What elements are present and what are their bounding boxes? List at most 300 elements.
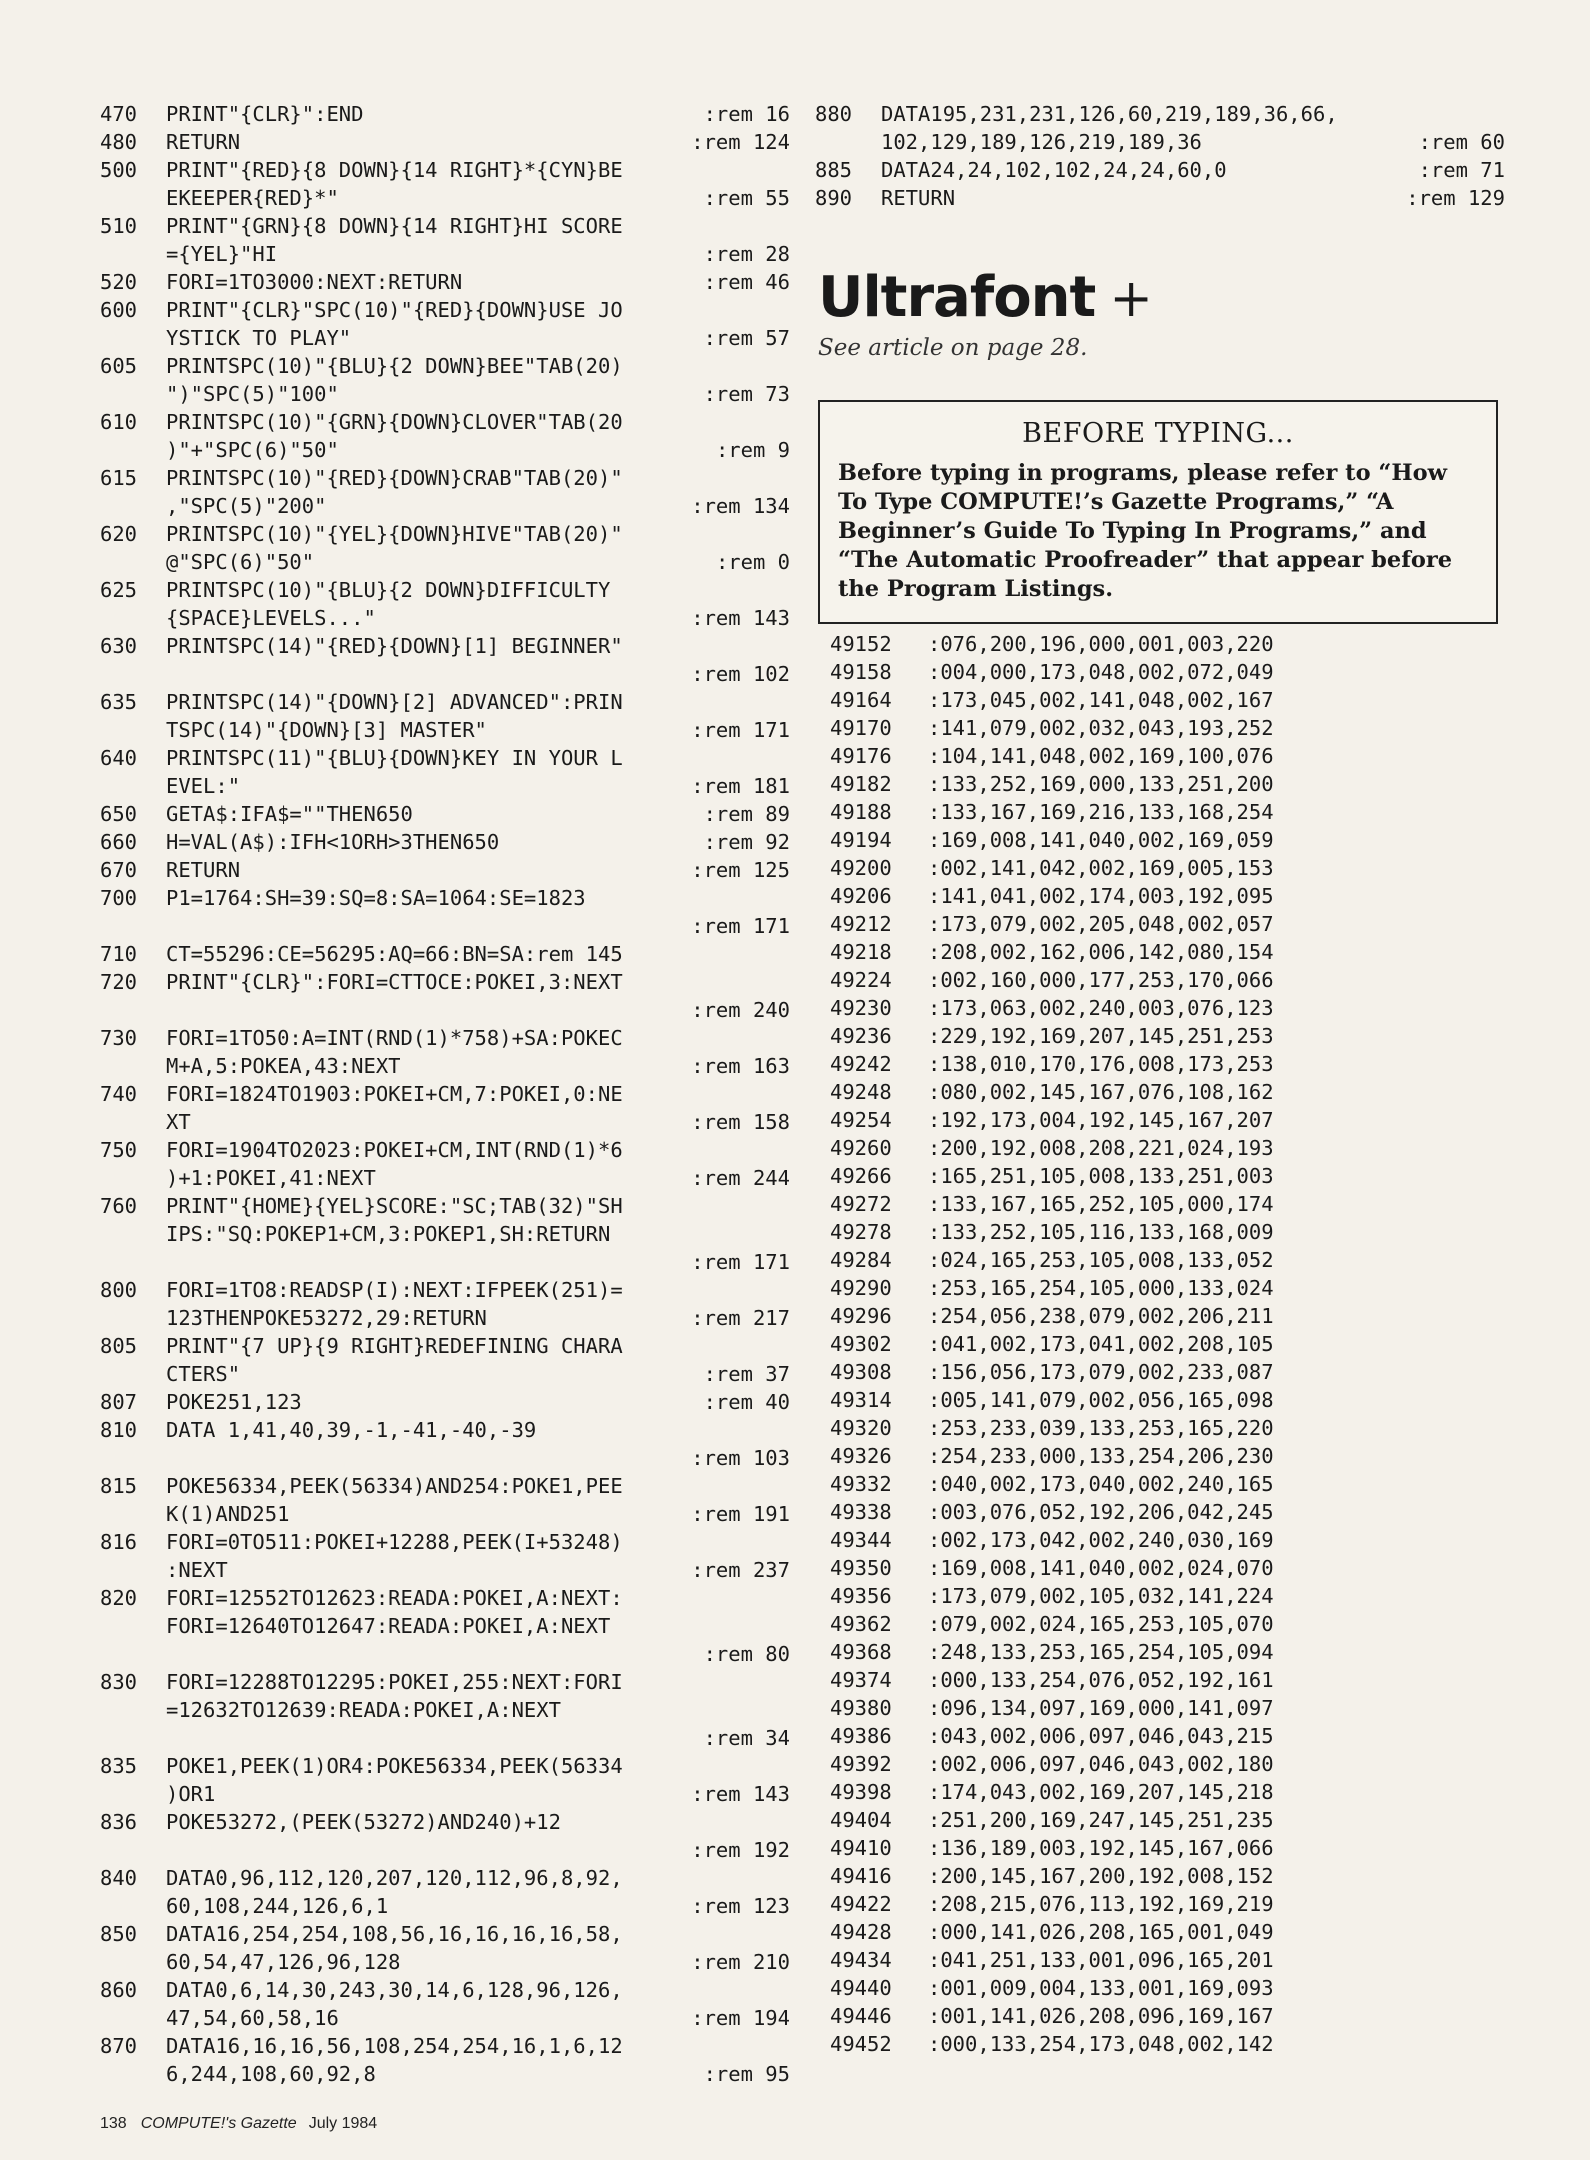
code-text: FORI=1824TO1903:POKEI+CM,7:POKEI,0:NE (166, 1082, 623, 1106)
line-number: 480 (100, 130, 138, 154)
data-bytes: :141,079,002,032,043,193,252 (928, 716, 1274, 740)
code-text: PRINTSPC(10)"{GRN}{DOWN}CLOVER"TAB(20 (166, 410, 623, 434)
program-line (100, 800, 790, 828)
line-code (166, 352, 790, 408)
data-line (830, 1582, 1530, 1610)
program-line (100, 268, 790, 296)
code-text: FORI=12288TO12295:POKEI,255:NEXT:FORI (166, 1670, 623, 1694)
data-bytes: :041,002,173,041,002,208,105 (928, 1332, 1274, 1356)
data-bytes: :043,002,006,097,046,043,215 (928, 1724, 1274, 1748)
program-line (100, 688, 790, 744)
data-line (830, 742, 1530, 770)
data-line (830, 630, 1530, 658)
data-line (830, 1694, 1530, 1722)
line-number: 635 (100, 690, 138, 714)
code-text: DATA24,24,102,102,24,24,60,0 (881, 158, 1227, 182)
line-code (166, 100, 790, 128)
line-code (166, 744, 790, 800)
program-line (100, 1472, 790, 1528)
program-line (100, 1920, 790, 1976)
checksum-rem: :rem 80 (703, 1642, 790, 1666)
data-line (830, 1414, 1530, 1442)
data-line (830, 938, 1530, 966)
line-code (166, 576, 790, 632)
line-code (166, 1584, 790, 1668)
checksum-rem: :rem 95 (703, 2062, 790, 2086)
program-line (100, 1192, 790, 1276)
program-line (100, 100, 790, 128)
checksum-rem: :rem 210 (691, 1950, 790, 1974)
memory-address: 49386 (830, 1724, 892, 1748)
code-text (166, 1640, 790, 1668)
code-text: PRINT"{RED}{8 DOWN}{14 RIGHT}*{CYN}BE (166, 158, 623, 182)
data-bytes: :004,000,173,048,002,072,049 (928, 660, 1274, 684)
line-code (166, 464, 790, 520)
line-code (166, 268, 790, 296)
code-text: {SPACE}LEVELS..." (166, 606, 376, 630)
checksum-rem: :rem 40 (703, 1390, 790, 1414)
data-line (830, 1470, 1530, 1498)
data-bytes: :133,167,169,216,133,168,254 (928, 800, 1274, 824)
memory-address: 49278 (830, 1220, 892, 1244)
memory-address: 49152 (830, 632, 892, 656)
data-bytes: :005,141,079,002,056,165,098 (928, 1388, 1274, 1412)
line-number: 805 (100, 1334, 138, 1358)
program-line (100, 968, 790, 1024)
data-bytes: :003,076,052,192,206,042,245 (928, 1500, 1274, 1524)
code-text: EVEL:" (166, 774, 241, 798)
data-line (830, 1134, 1530, 1162)
code-text: PRINT"{GRN}{8 DOWN}{14 RIGHT}HI SCORE (166, 214, 623, 238)
code-text: DATA195,231,231,126,60,219,189,36,66, (881, 102, 1338, 126)
line-code (166, 1976, 790, 2032)
data-line (830, 1526, 1530, 1554)
line-code (166, 128, 790, 156)
line-number: 610 (100, 410, 138, 434)
data-bytes: :169,008,141,040,002,024,070 (928, 1556, 1274, 1580)
memory-address: 49212 (830, 912, 892, 936)
line-code (166, 1752, 790, 1808)
code-text: 102,129,189,126,219,189,36 (881, 130, 1202, 154)
code-text (166, 1724, 790, 1752)
line-number: 625 (100, 578, 138, 602)
data-bytes: :156,056,173,079,002,233,087 (928, 1360, 1274, 1384)
data-bytes: :254,233,000,133,254,206,230 (928, 1444, 1274, 1468)
code-text: POKE56334,PEEK(56334)AND254:POKE1,PEE (166, 1474, 623, 1498)
line-code (166, 1920, 790, 1976)
checksum-rem: :rem 16 (703, 102, 790, 126)
program-line (100, 520, 790, 576)
data-bytes: :208,002,162,006,142,080,154 (928, 940, 1274, 964)
code-text: M+A,5:POKEA,43:NEXT (166, 1054, 401, 1078)
checksum-rem: :rem 28 (703, 242, 790, 266)
data-bytes: :002,006,097,046,043,002,180 (928, 1752, 1274, 1776)
memory-address: 49440 (830, 1976, 892, 2000)
checksum-rem: :rem 163 (691, 1054, 790, 1078)
data-bytes: :174,043,002,169,207,145,218 (928, 1780, 1274, 1804)
code-text: PRINT"{CLR}":END (166, 102, 364, 126)
code-text: POKE1,PEEK(1)OR4:POKE56334,PEEK(56334 (166, 1754, 623, 1778)
code-text: DATA 1,41,40,39,-1,-41,-40,-39 (166, 1418, 537, 1442)
line-code (166, 884, 790, 940)
data-line (830, 714, 1530, 742)
data-line (830, 1442, 1530, 1470)
line-number: 816 (100, 1530, 138, 1554)
memory-address: 49194 (830, 828, 892, 852)
memory-address: 49170 (830, 716, 892, 740)
program-line (100, 1332, 790, 1388)
data-line (830, 686, 1530, 714)
line-code (166, 1388, 790, 1416)
line-code (166, 828, 790, 856)
code-text: DATA0,6,14,30,243,30,14,6,128,96,126, (166, 1978, 623, 2002)
line-number: 760 (100, 1194, 138, 1218)
line-code (166, 408, 790, 464)
line-code (166, 800, 790, 828)
magazine-name: COMPUTE!'s Gazette (140, 2115, 297, 2132)
line-number: 470 (100, 102, 138, 126)
memory-address: 49344 (830, 1528, 892, 1552)
line-code (166, 1472, 790, 1528)
checksum-rem: :rem 194 (691, 2006, 790, 2030)
data-line (830, 1246, 1530, 1274)
code-text: )+1:POKEI,41:NEXT (166, 1166, 376, 1190)
memory-address: 49206 (830, 884, 892, 908)
code-text: RETURN (881, 186, 956, 210)
memory-address: 49266 (830, 1164, 892, 1188)
memory-address: 49332 (830, 1472, 892, 1496)
checksum-rem: :rem 89 (703, 802, 790, 826)
program-line (100, 1668, 790, 1752)
code-text: XT (166, 1110, 191, 1134)
checksum-rem: :rem 171 (691, 1250, 790, 1274)
data-line (830, 1638, 1530, 1666)
program-line (815, 156, 1505, 184)
code-text: EKEEPER{RED}*" (166, 186, 339, 210)
checksum-rem: :rem 9 (715, 438, 790, 462)
line-number: 650 (100, 802, 138, 826)
code-text: CT=55296:CE=56295:AQ=66:BN=SA:rem 145 (166, 942, 623, 966)
data-line (830, 1946, 1530, 1974)
memory-address: 49350 (830, 1556, 892, 1580)
checksum-rem: :rem 60 (1418, 130, 1505, 154)
program-line (100, 1276, 790, 1332)
program-line (100, 1080, 790, 1136)
checksum-rem: :rem 125 (691, 858, 790, 882)
data-line (830, 1974, 1530, 2002)
program-line (100, 828, 790, 856)
memory-address: 49296 (830, 1304, 892, 1328)
line-code (166, 156, 790, 212)
code-text: FORI=0TO511:POKEI+12288,PEEK(I+53248) (166, 1530, 623, 1554)
data-bytes: :080,002,145,167,076,108,162 (928, 1080, 1274, 1104)
basic-listing-right (815, 100, 1505, 212)
line-number: 520 (100, 270, 138, 294)
memory-address: 49380 (830, 1696, 892, 1720)
data-line (830, 1274, 1530, 1302)
data-bytes: :173,079,002,105,032,141,224 (928, 1584, 1274, 1608)
data-line (830, 1750, 1530, 1778)
data-bytes: :253,165,254,105,000,133,024 (928, 1276, 1274, 1300)
program-line (100, 1388, 790, 1416)
data-bytes: :002,173,042,002,240,030,169 (928, 1528, 1274, 1552)
line-number: 640 (100, 746, 138, 770)
article-title: Ultrafont + (818, 265, 1152, 330)
line-code (166, 632, 790, 688)
before-typing-box (818, 400, 1498, 624)
memory-address: 49422 (830, 1892, 892, 1916)
checksum-rem: :rem 55 (703, 186, 790, 210)
line-code (166, 2032, 790, 2088)
data-line (830, 2030, 1530, 2058)
data-bytes: :192,173,004,192,145,167,207 (928, 1108, 1274, 1132)
program-line (100, 1976, 790, 2032)
program-line (100, 464, 790, 520)
data-line (830, 1162, 1530, 1190)
line-code (166, 1136, 790, 1192)
line-number: 810 (100, 1418, 138, 1442)
data-bytes: :104,141,048,002,169,100,076 (928, 744, 1274, 768)
line-number: 850 (100, 1922, 138, 1946)
program-line (815, 100, 1505, 156)
line-code (881, 156, 1505, 184)
checksum-rem: :rem 171 (691, 914, 790, 938)
line-code (166, 1416, 790, 1472)
memory-address: 49260 (830, 1136, 892, 1160)
data-line (830, 1358, 1530, 1386)
line-number: 820 (100, 1586, 138, 1610)
code-text: PRINT"{HOME}{YEL}SCORE:"SC;TAB(32)"SH (166, 1194, 623, 1218)
checksum-rem: :rem 244 (691, 1166, 790, 1190)
checksum-rem: :rem 34 (703, 1726, 790, 1750)
code-text: K(1)AND251 (166, 1502, 290, 1526)
code-text: PRINTSPC(14)"{RED}{DOWN}[1] BEGINNER" (166, 634, 623, 658)
code-text: PRINT"{CLR}":FORI=CTTOCE:POKEI,3:NEXT (166, 970, 623, 994)
line-code (881, 100, 1505, 156)
line-code (166, 1192, 790, 1276)
data-line (830, 1498, 1530, 1526)
line-number: 860 (100, 1978, 138, 2002)
data-bytes: :002,141,042,002,169,005,153 (928, 856, 1274, 880)
line-number: 836 (100, 1810, 138, 1834)
memory-address: 49338 (830, 1500, 892, 1524)
memory-address: 49356 (830, 1584, 892, 1608)
line-code (166, 1668, 790, 1752)
code-text: @"SPC(6)"50" (166, 550, 315, 574)
data-bytes: :138,010,170,176,008,173,253 (928, 1052, 1274, 1076)
memory-address: 49218 (830, 940, 892, 964)
code-text: PRINTSPC(10)"{BLU}{2 DOWN}DIFFICULTY (166, 578, 611, 602)
data-line (830, 854, 1530, 882)
data-line (830, 1778, 1530, 1806)
code-text: DATA0,96,112,120,207,120,112,96,8,92, (166, 1866, 623, 1890)
checksum-rem: :rem 73 (703, 382, 790, 406)
checksum-rem: :rem 237 (691, 1558, 790, 1582)
data-bytes: :136,189,003,192,145,167,066 (928, 1836, 1274, 1860)
data-line (830, 1722, 1530, 1750)
memory-address: 49272 (830, 1192, 892, 1216)
line-number: 840 (100, 1866, 138, 1890)
program-line (100, 128, 790, 156)
memory-address: 49284 (830, 1248, 892, 1272)
data-bytes: :040,002,173,040,002,240,165 (928, 1472, 1274, 1496)
program-line (100, 1136, 790, 1192)
checksum-rem: :rem 143 (691, 1782, 790, 1806)
code-text: 47,54,60,58,16 (166, 2006, 339, 2030)
memory-address: 49248 (830, 1080, 892, 1104)
memory-address: 49416 (830, 1864, 892, 1888)
data-line (830, 1806, 1530, 1834)
code-text: ")"SPC(5)"100" (166, 382, 339, 406)
line-code (166, 1080, 790, 1136)
code-text: FORI=1TO3000:NEXT:RETURN (166, 270, 463, 294)
data-line (830, 1218, 1530, 1246)
before-typing-heading: BEFORE TYPING... (1022, 418, 1294, 449)
memory-address: 49434 (830, 1948, 892, 1972)
line-number: 890 (815, 186, 853, 210)
data-bytes: :229,192,169,207,145,251,253 (928, 1024, 1274, 1048)
data-bytes: :096,134,097,169,000,141,097 (928, 1696, 1274, 1720)
code-text: PRINTSPC(10)"{BLU}{2 DOWN}BEE"TAB(20) (166, 354, 623, 378)
code-text: 60,54,47,126,96,128 (166, 1950, 401, 1974)
before-typing-text: Before typing in programs, please refer to “How To Type COMPUTE!’s Gazette Programs,” “A Beginner’s Guide To Typing In Programs,” and “The Automatic Proofreader” that appear before the Program Listings. (838, 460, 1453, 602)
code-text: FORI=1904TO2023:POKEI+CM,INT(RND(1)*6 (166, 1138, 623, 1162)
line-number: 815 (100, 1474, 138, 1498)
data-line (830, 882, 1530, 910)
program-line (100, 856, 790, 884)
data-bytes: :000,141,026,208,165,001,049 (928, 1920, 1274, 1944)
data-line (830, 798, 1530, 826)
checksum-rem: :rem 71 (1418, 158, 1505, 182)
data-bytes: :208,215,076,113,192,169,219 (928, 1892, 1274, 1916)
memory-address: 49374 (830, 1668, 892, 1692)
data-bytes: :173,063,002,240,003,076,123 (928, 996, 1274, 1020)
code-text: DATA16,254,254,108,56,16,16,16,16,58, (166, 1922, 623, 1946)
data-bytes: :000,133,254,076,052,192,161 (928, 1668, 1274, 1692)
line-number: 630 (100, 634, 138, 658)
memory-address: 49314 (830, 1388, 892, 1412)
line-number: 807 (100, 1390, 138, 1414)
line-code (166, 1276, 790, 1332)
data-line (830, 994, 1530, 1022)
data-line (830, 1330, 1530, 1358)
memory-address: 49452 (830, 2032, 892, 2056)
memory-address: 49230 (830, 996, 892, 1020)
program-line (100, 884, 790, 940)
code-text: ={YEL}"HI (166, 242, 278, 266)
code-text: PRINT"{7 UP}{9 RIGHT}REDEFINING CHARA (166, 1334, 623, 1358)
data-bytes: :169,008,141,040,002,169,059 (928, 828, 1274, 852)
line-number: 660 (100, 830, 138, 854)
machine-language-listing (830, 630, 1530, 2058)
data-line (830, 1386, 1530, 1414)
data-line (830, 1834, 1530, 1862)
program-line (100, 1752, 790, 1808)
checksum-rem: :rem 134 (691, 494, 790, 518)
checksum-rem: :rem 92 (703, 830, 790, 854)
line-number: 600 (100, 298, 138, 322)
memory-address: 49254 (830, 1108, 892, 1132)
data-bytes: :254,056,238,079,002,206,211 (928, 1304, 1274, 1328)
memory-address: 49302 (830, 1332, 892, 1356)
checksum-rem: :rem 46 (703, 270, 790, 294)
issue-date: July 1984 (308, 2115, 378, 2132)
memory-address: 49446 (830, 2004, 892, 2028)
code-text: )"+"SPC(6)"50" (166, 438, 339, 462)
code-text: 123THENPOKE53272,29:RETURN (166, 1306, 487, 1330)
line-code (166, 1332, 790, 1388)
data-bytes: :248,133,253,165,254,105,094 (928, 1640, 1274, 1664)
memory-address: 49158 (830, 660, 892, 684)
memory-address: 49176 (830, 744, 892, 768)
data-line (830, 770, 1530, 798)
data-bytes: :002,160,000,177,253,170,066 (928, 968, 1274, 992)
line-number: 500 (100, 158, 138, 182)
data-bytes: :001,141,026,208,096,169,167 (928, 2004, 1274, 2028)
code-text: FORI=1TO50:A=INT(RND(1)*758)+SA:POKEC (166, 1026, 623, 1050)
line-number: 730 (100, 1026, 138, 1050)
code-text: H=VAL(A$):IFH<1ORH>3THEN650 (166, 830, 500, 854)
code-text: IPS:"SQ:POKEP1+CM,3:POKEP1,SH:RETURN (166, 1222, 611, 1246)
line-number: 510 (100, 214, 138, 238)
program-line (815, 184, 1505, 212)
line-number: 710 (100, 942, 138, 966)
memory-address: 49236 (830, 1024, 892, 1048)
data-line (830, 1610, 1530, 1638)
code-text: P1=1764:SH=39:SQ=8:SA=1064:SE=1823 (166, 886, 586, 910)
memory-address: 49164 (830, 688, 892, 712)
data-line (830, 1190, 1530, 1218)
code-text: 6,244,108,60,92,8 (166, 2062, 376, 2086)
memory-address: 49320 (830, 1416, 892, 1440)
line-number: 615 (100, 466, 138, 490)
line-number: 620 (100, 522, 138, 546)
data-line (830, 1890, 1530, 1918)
program-line (100, 352, 790, 408)
program-line (100, 940, 790, 968)
checksum-rem: :rem 192 (691, 1838, 790, 1862)
line-code (166, 1024, 790, 1080)
data-bytes: :200,145,167,200,192,008,152 (928, 1864, 1274, 1888)
line-number: 835 (100, 1754, 138, 1778)
data-bytes: :001,009,004,133,001,169,093 (928, 1976, 1274, 2000)
line-number: 740 (100, 1082, 138, 1106)
code-text: FORI=12640TO12647:READA:POKEI,A:NEXT (166, 1614, 611, 1638)
checksum-rem: :rem 158 (691, 1110, 790, 1134)
checksum-rem: :rem 143 (691, 606, 790, 630)
checksum-rem: :rem 123 (691, 1894, 790, 1918)
memory-address: 49368 (830, 1640, 892, 1664)
checksum-rem: :rem 129 (1406, 186, 1505, 210)
program-line (100, 1808, 790, 1864)
line-number: 700 (100, 886, 138, 910)
page-number: 138 (100, 2115, 127, 2132)
program-line (100, 576, 790, 632)
data-bytes: :165,251,105,008,133,251,003 (928, 1164, 1274, 1188)
line-number: 720 (100, 970, 138, 994)
data-line (830, 1050, 1530, 1078)
program-line (100, 1864, 790, 1920)
code-text: POKE251,123 (166, 1390, 302, 1414)
line-number: 880 (815, 102, 853, 126)
memory-address: 49398 (830, 1780, 892, 1804)
program-line (100, 212, 790, 268)
data-bytes: :141,041,002,174,003,192,095 (928, 884, 1274, 908)
code-text: PRINTSPC(10)"{YEL}{DOWN}HIVE"TAB(20)" (166, 522, 623, 546)
memory-address: 49410 (830, 1836, 892, 1860)
memory-address: 49188 (830, 800, 892, 824)
data-line (830, 1022, 1530, 1050)
